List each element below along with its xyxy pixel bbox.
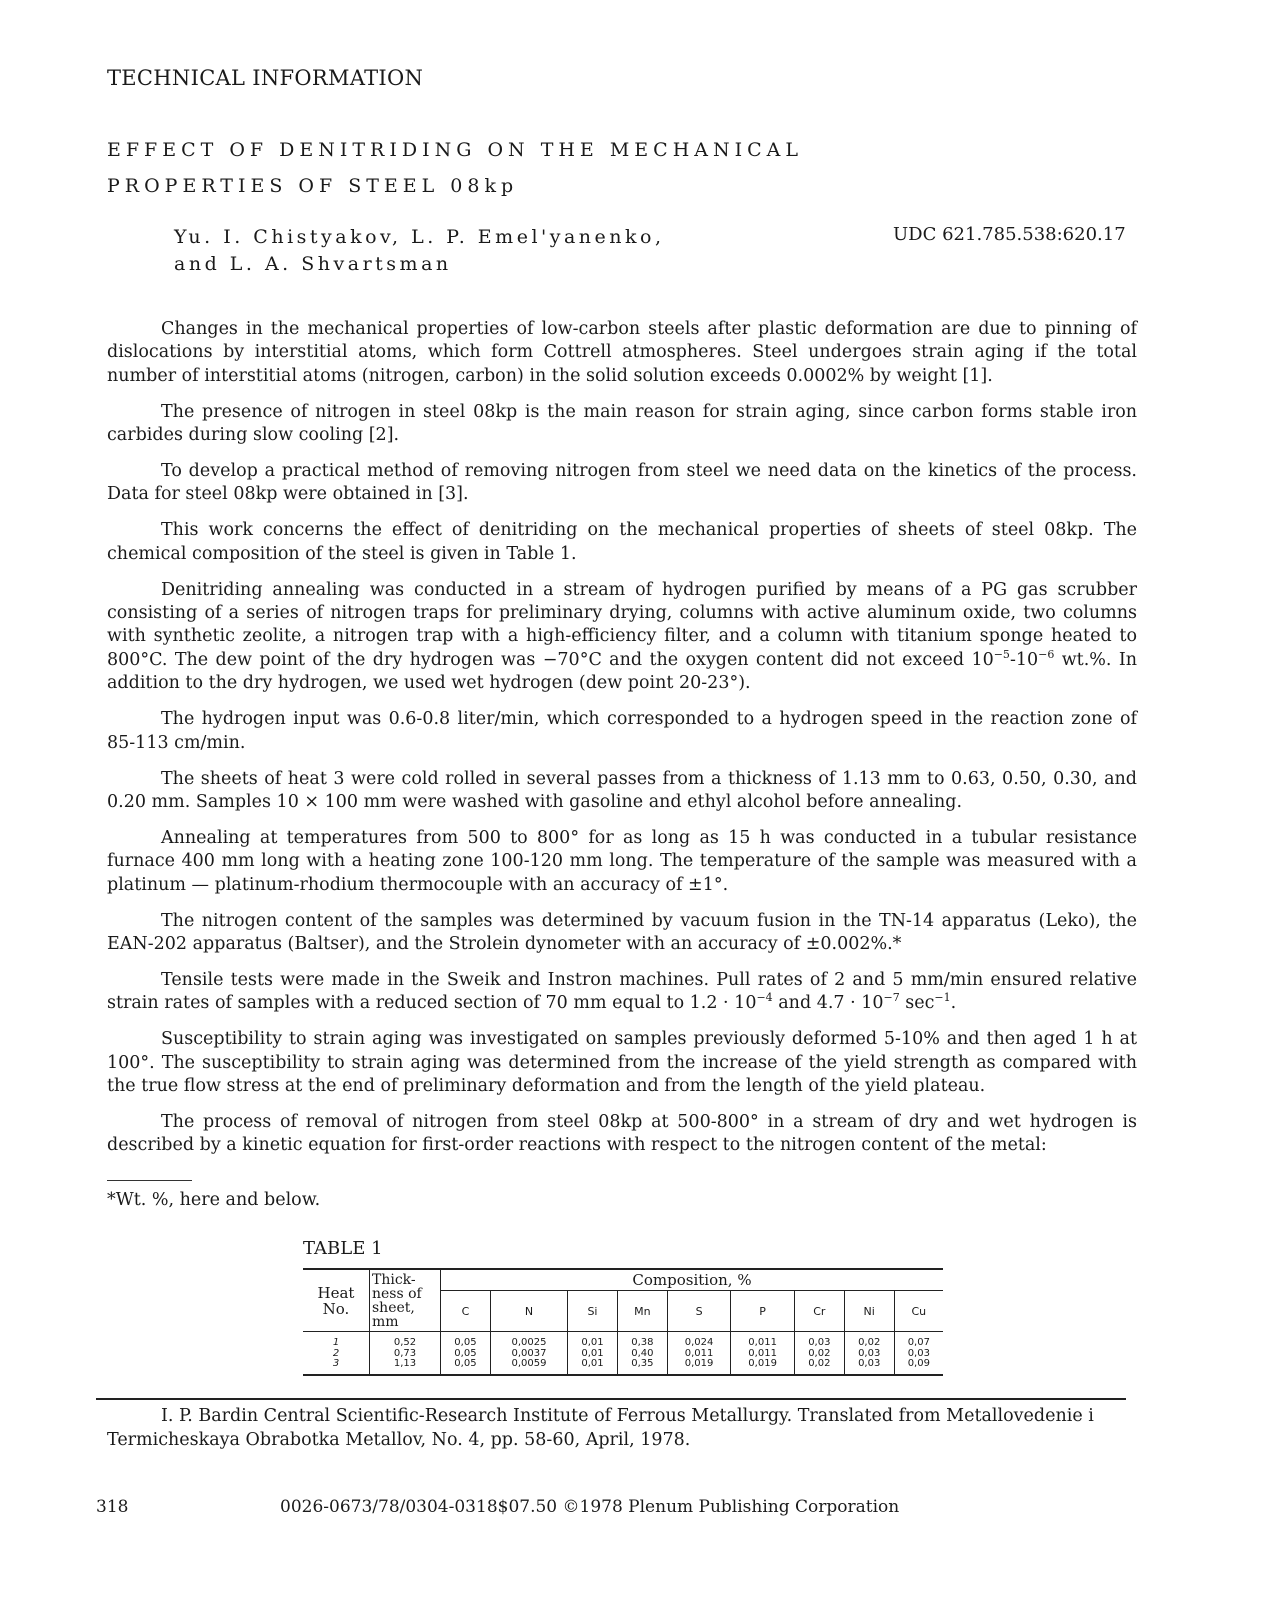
element-header: Si: [568, 1291, 618, 1332]
superscript: −4: [756, 991, 773, 1005]
article-title-line-2: PROPERTIES OF STEEL 08kp: [107, 175, 519, 197]
article-body: [107, 318, 1137, 1170]
affiliation: [107, 1404, 1137, 1452]
chromium-cell: 0,03 0,02 0,02: [794, 1332, 844, 1375]
paragraph: This work concerns the effect of denitriding on the mechanical properties of sheets of steel 08kp. The chemical composition of the steel is given in Table 1.: [107, 520, 1137, 564]
element-header: Ni: [844, 1291, 894, 1332]
table-row: [303, 1332, 943, 1375]
text-run: Denitriding annealing was conducted in a stream of hydrogen purified by means of a PG gas scrubber consisting of a series of nitrogen traps for preliminary drying, columns with active aluminum oxide, two columns with synthetic zeolite, a nitrogen trap with a high-efficiency filter, and a column with titanium sponge heated to 800°C. The dew point of the dry hydrogen was −70°C and the oxygen content did not exceed 10: [107, 579, 1137, 670]
text-run: sec: [899, 993, 935, 1014]
composition-table: [303, 1268, 943, 1376]
phosphorus-cell: 0,011 0,011 0,019: [731, 1332, 795, 1375]
element-header: Mn: [617, 1291, 667, 1332]
authors-line-1: Yu. I. Chistyakov, L. P. Emel'yanenko,: [174, 226, 665, 248]
text-run: -10: [1009, 649, 1039, 670]
element-header: N: [490, 1291, 567, 1332]
superscript: −1: [934, 991, 951, 1005]
affiliation-text: I. P. Bardin Central Scientific-Research Institute of Ferrous Metallurgy. Translated from Metallovedenie i Termicheskaya Obrabotka Metallov, No. 4, pp. 58-60, April, 1978.: [107, 1406, 1094, 1450]
section-label: TECHNICAL INFORMATION: [107, 66, 424, 90]
composition-header: Composition, %: [441, 1269, 944, 1291]
authors-line-2: and L. A. Shvartsman: [174, 253, 452, 275]
text-run: Tensile tests were made in the Sweik and Instron machines. Pull rates of 2 and 5 mm/min ensured relative strain rates of samples with a reduced section of 70 mm equal to 1.2 · 10: [107, 969, 1137, 1014]
text-run: wt.%. In addition to the dry hydrogen, we used wet hydrogen (dew point 20-23°).: [107, 649, 1138, 694]
thickness-cell: 0,52 0,73 1,13: [370, 1332, 441, 1375]
paragraph: The process of removal of nitrogen from steel 08kp at 500-800° in a stream of dry and wet hydrogen is described by a kinetic equation for first-order reactions with respect to the nitrogen content of the metal:: [107, 1111, 1137, 1156]
heat-no-header: Heat No.: [303, 1269, 370, 1332]
authors: [174, 224, 665, 278]
paragraph: [107, 579, 1137, 696]
sulfur-cell: 0,024 0,011 0,019: [667, 1332, 731, 1375]
nickel-cell: 0,02 0,03 0,03: [844, 1332, 894, 1375]
article-title-line-1: EFFECT OF DENITRIDING ON THE MECHANICAL: [107, 139, 804, 161]
element-header: P: [731, 1291, 795, 1332]
element-header: Cu: [894, 1291, 943, 1332]
paragraph: The hydrogen input was 0.6-0.8 liter/min, which corresponded to a hydrogen speed in the reaction zone of 85-113 cm/min.: [107, 709, 1137, 753]
superscript: −6: [1038, 648, 1055, 662]
text-run: .: [950, 993, 957, 1014]
paragraph: The presence of nitrogen in steel 08kp is the main reason for strain aging, since carbon forms stable iron carbides during slow cooling [2].: [107, 401, 1137, 446]
footnote-divider: [107, 1180, 192, 1181]
paragraph: Changes in the mechanical properties of low-carbon steels after plastic deformation are due to pinning of dislocations by interstitial atoms, which form Cottrell atmospheres. Steel undergoes strain aging if the total number of interstitial atoms (nitrogen, carbon) in the solid solution exceeds 0.0002% by weight [1].: [107, 319, 1137, 386]
carbon-cell: 0,05 0,05 0,05: [441, 1332, 491, 1375]
udc-code: UDC 621.785.538:620.17: [893, 224, 1126, 245]
superscript: −7: [883, 991, 900, 1005]
silicon-cell: 0,01 0,01 0,01: [568, 1332, 618, 1375]
paragraph: Susceptibility to strain aging was investigated on samples previously deformed 5-10% and then aged 1 h at 100°. The susceptibility to strain aging was determined from the increase of the yield strength as compared with the true flow stress at the end of preliminary deformation and from the length of the yield plateau.: [107, 1029, 1137, 1096]
paragraph: The sheets of heat 3 were cold rolled in several passes from a thickness of 1.13 mm to 0.63, 0.50, 0.30, and 0.20 mm. Samples 10 × 100 mm were washed with gasoline and ethyl alcohol before annealing.: [107, 768, 1137, 812]
paragraph: Annealing at temperatures from 500 to 800° for as long as 15 h was conducted in a tubular resistance furnace 400 mm long with a heating zone 100-120 mm long. The temperature of the sample was measured with a platinum — platinum-rhodium thermocouple with an accuracy of ±1°.: [107, 827, 1137, 895]
copper-cell: 0,07 0,03 0,09: [894, 1332, 943, 1375]
affiliation-divider: [96, 1398, 1126, 1400]
nitrogen-cell: 0,0025 0,0037 0,0059: [490, 1332, 567, 1375]
footnote: *Wt. %, here and below.: [107, 1190, 321, 1210]
element-header: S: [667, 1291, 731, 1332]
thickness-header: Thick-ness of sheet, mm: [370, 1269, 441, 1332]
paragraph: [107, 969, 1137, 1016]
table-caption: TABLE 1: [303, 1238, 383, 1259]
text-run: and 4.7 · 10: [772, 993, 884, 1014]
manganese-cell: 0,38 0,40 0,35: [617, 1332, 667, 1375]
element-header: C: [441, 1291, 491, 1332]
page-number: 318: [96, 1497, 129, 1517]
element-header: Cr: [794, 1291, 844, 1332]
paragraph: To develop a practical method of removing nitrogen from steel we need data on the kinetics of the process. Data for steel 08kp were obtained in [3].: [107, 461, 1137, 505]
heat-numbers-cell: 1 2 3: [332, 1337, 340, 1369]
copyright-line: 0026-0673/78/0304-0318$07.50 ©1978 Plenum Publishing Corporation: [280, 1497, 900, 1517]
superscript: −5: [993, 648, 1010, 662]
paragraph: The nitrogen content of the samples was determined by vacuum fusion in the TN-14 apparatus (Leko), the EAN-202 apparatus (Baltser), and the Strolein dynometer with an accuracy of ±0.002%.*: [107, 910, 1137, 954]
